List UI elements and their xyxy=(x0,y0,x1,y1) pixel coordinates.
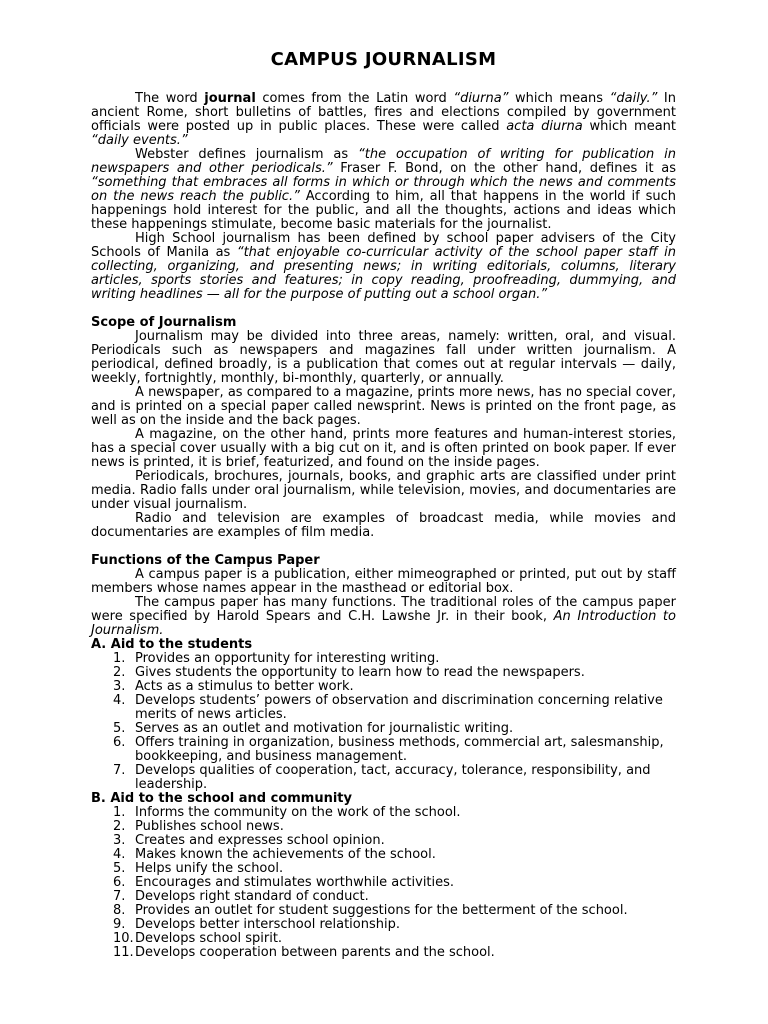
list-item xyxy=(91,946,676,960)
functions-heading: Functions of the Campus Paper xyxy=(91,553,320,568)
text-run: According to him, all that happens in the world if such happenings hold interest for the public, and all the thoughts, actions and ideas which these happenings stimulate, become basic materials for the journalist. xyxy=(91,189,676,232)
list-item-text: Informs the community on the work of the school. xyxy=(135,805,461,820)
list-item-text: Encourages and stimulates worthwhile activities. xyxy=(135,875,455,890)
list-item-number: 10. xyxy=(113,931,134,946)
list-item xyxy=(91,722,676,736)
italic-term: “daily.” xyxy=(609,91,658,106)
list-item xyxy=(91,890,676,904)
list-item-number: 3. xyxy=(113,833,126,848)
list-item-text: Develops school spirit. xyxy=(135,931,283,946)
list-item-number: 7. xyxy=(113,889,126,904)
list-item xyxy=(91,862,676,876)
list-item-number: 8. xyxy=(113,903,126,918)
book-title: An Introduction to Journalism. xyxy=(91,609,676,638)
list-item-number: 3. xyxy=(113,679,126,694)
italic-term: acta diurna xyxy=(506,119,583,134)
list-item-text: Provides an opportunity for interesting writing. xyxy=(135,651,440,666)
list-item xyxy=(91,764,676,792)
list-item-text: Creates and expresses school opinion. xyxy=(135,833,385,848)
document-page xyxy=(91,50,676,960)
italic-quote: “the occupation of writing for publication in newspapers and other periodicals.” xyxy=(91,147,677,176)
text-run: Fraser F. Bond, on the other hand, defines it as xyxy=(332,161,676,176)
list-item-text: Develops right standard of conduct. xyxy=(135,889,369,904)
list-item xyxy=(91,694,676,722)
list-item xyxy=(91,806,676,820)
list-item xyxy=(91,680,676,694)
list-item xyxy=(91,876,676,890)
list-item-text: Develops cooperation between parents and the school. xyxy=(135,945,495,960)
list-item xyxy=(91,904,676,918)
list-item xyxy=(91,820,676,834)
intro-paragraph-2 xyxy=(91,148,676,232)
list-item-text: Helps unify the school. xyxy=(135,861,284,876)
italic-quote: “that enjoyable co-curricular activity of the school paper staff in collecting, organizing, and presenting news; in writing editorials, columns, literary articles, sports stories and features; in copy reading, proofreading, dummying, and writing headlines — all for the purpose of putting out a school organ.” xyxy=(91,245,676,302)
list-item-text: Develops students’ powers of observation and discrimination concerning relative merits of news articles. xyxy=(135,693,663,722)
list-item-text: Develops qualities of cooperation, tact, accuracy, tolerance, responsibility, and leadership. xyxy=(135,763,651,792)
intro-paragraph-1 xyxy=(91,92,676,148)
list-item-text: Provides an outlet for student suggestions for the betterment of the school. xyxy=(135,903,628,918)
list-item-number: 5. xyxy=(113,861,126,876)
bold-term: journal xyxy=(204,91,256,106)
list-item-number: 11. xyxy=(113,945,134,960)
list-item-text: Develops better interschool relationship. xyxy=(135,917,400,932)
list-item xyxy=(91,652,676,666)
list-item-number: 9. xyxy=(113,917,126,932)
scope-paragraph: Periodicals, brochures, journals, books, and graphic arts are classified under print media. Radio falls under oral journalism, while television, movies, and documentaries are under visual journalism. xyxy=(91,469,676,512)
list-item-number: 6. xyxy=(113,875,126,890)
text-run: Webster defines journalism as xyxy=(135,147,359,162)
aid-school-list xyxy=(91,806,676,960)
italic-quote: “something that embraces all forms in which or through which the news and comments on the news reach the public.” xyxy=(91,175,676,204)
list-item-text: Acts as a stimulus to better work. xyxy=(135,679,354,694)
scope-paragraph: A newspaper, as compared to a magazine, prints more news, has no special cover, and is printed on a special paper called newsprint. News is printed on the front page, as well as on the inside and the back pages. xyxy=(91,385,676,428)
list-item xyxy=(91,834,676,848)
list-item xyxy=(91,666,676,680)
text-run: which meant xyxy=(582,119,677,134)
list-item-number: 4. xyxy=(113,693,126,708)
text-run: In ancient Rome, short bulletins of battles, fires and elections compiled by government officials were posted up in public places. These were called xyxy=(91,91,676,134)
list-item-text: Publishes school news. xyxy=(135,819,284,834)
list-item-text: Offers training in organization, business methods, commercial art, salesmanship, bookkeeping, and business management. xyxy=(135,735,664,764)
scope-paragraph: Journalism may be divided into three areas, namely: written, oral, and visual. Periodicals such as newspapers and magazines fall under written journalism. A periodical, defined broadly, is a publication that comes out at regular intervals — daily, weekly, fortnightly, monthly, bi-monthly, quarterly, or annually. xyxy=(91,329,676,386)
functions-paragraph-1: A campus paper is a publication, either mimeographed or printed, put out by staff members whose names appear in the masthead or editorial box. xyxy=(91,567,676,596)
list-item-number: 5. xyxy=(113,721,126,736)
aid-students-list xyxy=(91,652,676,792)
spacer xyxy=(91,302,676,316)
scope-paragraph: A magazine, on the other hand, prints more features and human-interest stories, has a special cover usually with a big cut on it, and is often printed on book paper. If ever news is printed, it is brief, featurized, and found on the inside pages. xyxy=(91,427,676,470)
aid-school-heading: B. Aid to the school and community xyxy=(91,791,352,806)
text-run: comes from the Latin word xyxy=(255,91,454,106)
list-item-number: 2. xyxy=(113,665,126,680)
list-item xyxy=(91,848,676,862)
list-item-text: Serves as an outlet and motivation for journalistic writing. xyxy=(135,721,514,736)
italic-term: “daily events.” xyxy=(91,133,188,148)
text-run: which means xyxy=(508,91,610,106)
spacer xyxy=(91,540,676,554)
list-item-number: 2. xyxy=(113,819,126,834)
list-item-number: 4. xyxy=(113,847,126,862)
list-item-number: 1. xyxy=(113,805,126,820)
document-title: CAMPUS JOURNALISM xyxy=(270,49,497,70)
text-run: The word xyxy=(135,91,205,106)
text-run: High School journalism has been defined by school paper advisers of the City Schools of Manila as xyxy=(91,231,676,260)
scope-paragraph: Radio and television are examples of broadcast media, while movies and documentaries are examples of film media. xyxy=(91,511,676,540)
list-item-number: 6. xyxy=(113,735,126,750)
italic-term: “diurna” xyxy=(453,91,509,106)
aid-students-heading: A. Aid to the students xyxy=(91,637,253,652)
list-item xyxy=(91,918,676,932)
intro-paragraph-3 xyxy=(91,232,676,302)
list-item-text: Gives students the opportunity to learn how to read the newspapers. xyxy=(135,665,585,680)
functions-paragraph-2 xyxy=(91,596,676,638)
text-run: The campus paper has many functions. The traditional roles of the campus paper were specified by Harold Spears and C.H. Lawshe Jr. in their book, xyxy=(91,595,676,624)
list-item xyxy=(91,736,676,764)
list-item-number: 1. xyxy=(113,651,126,666)
list-item xyxy=(91,932,676,946)
list-item-text: Makes known the achievements of the school. xyxy=(135,847,436,862)
scope-heading: Scope of Journalism xyxy=(91,315,237,330)
list-item-number: 7. xyxy=(113,763,126,778)
